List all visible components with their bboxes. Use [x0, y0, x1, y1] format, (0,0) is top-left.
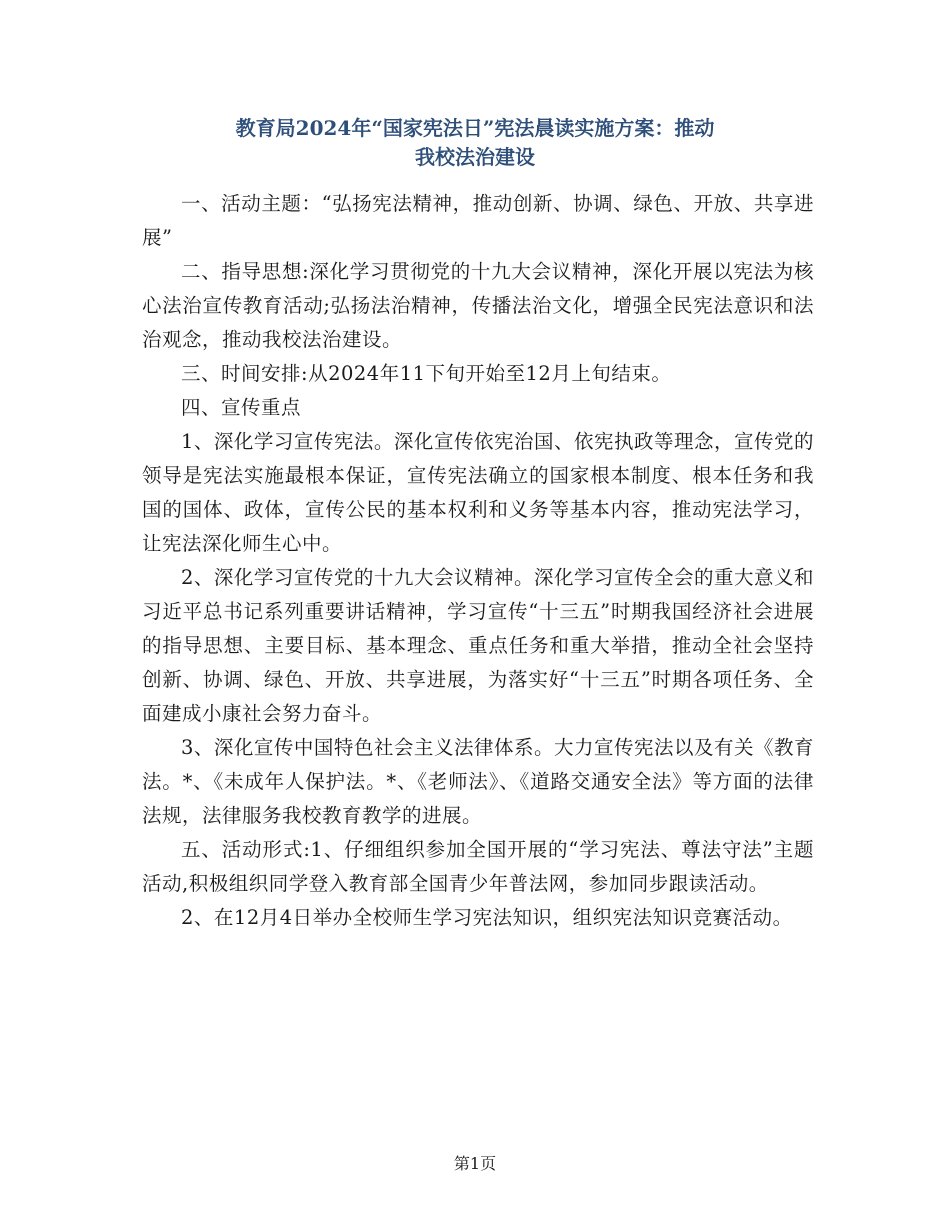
- paragraph-knowledge-contest: 2、在12月4日举办全校师生学习宪法知识，组织宪法知识竞赛活动。: [181, 906, 793, 929]
- page-number: 第1页: [453, 1154, 497, 1173]
- paragraph-focus-constitution: 1、深化学习宣传宪法。深化宣传依宪治国、依宪执政等理念，宣传党的领导是宪法实施最根本保证，宣传宪法确立的国家根本制度、根本任务和我国的国体、政体，宣传公民的基本权利和义务等基本内容，推动宪法学习，让宪法深化师生心中。: [142, 430, 814, 555]
- paragraph-focus-legal-system: 3、深化宣传中国特色社会主义法律体系。大力宣传宪法以及有关《教育法。*、《未成年人保护法。*、《老师法》、《道路交通安全法》等方面的法律法规，法律服务我校教育教学的进展。: [142, 736, 814, 827]
- paragraph-schedule: 三、时间安排:从2024年11下旬开始至12月上旬结束。: [181, 362, 672, 385]
- document-title-line-2: 我校法治建设: [415, 145, 535, 169]
- document-body: [142, 187, 814, 935]
- paragraph-guiding-thought: 二、指导思想:深化学习贯彻党的十九大会议精神，深化开展以宪法为核心法治宣传教育活动;弘扬法治精神，传播法治文化，增强全民宪法意识和法治观念，推动我校法治建设。: [142, 260, 814, 351]
- paragraph-activity-theme: 一、活动主题：“弘扬宪法精神，推动创新、协调、绿色、开放、共享进展”: [142, 192, 814, 249]
- paragraph-focus-congress-spirit: 2、深化学习宣传党的十九大会议精神。深化学习宣传全会的重大意义和习近平总书记系列重要讲话精神，学习宣传“十三五”时期我国经济社会进展的指导思想、主要目标、基本理念、重点任务和重大举措，推动全社会坚持创新、协调、绿色、开放、共享进展，为落实好“十三五”时期各项任务、全面建成小康社会努力奋斗。: [142, 566, 814, 725]
- paragraph-activity-form: 五、活动形式:1、仔细组织参加全国开展的“学习宪法、尊法守法”主题活动,积极组织同学登入教育部全国青少年普法网，参加同步跟读活动。: [142, 838, 814, 895]
- document-title-line-1: 教育局2024年“国家宪法日”宪法晨读实施方案：推动: [235, 116, 715, 140]
- paragraph-publicity-focus-heading: 四、宣传重点: [181, 396, 302, 419]
